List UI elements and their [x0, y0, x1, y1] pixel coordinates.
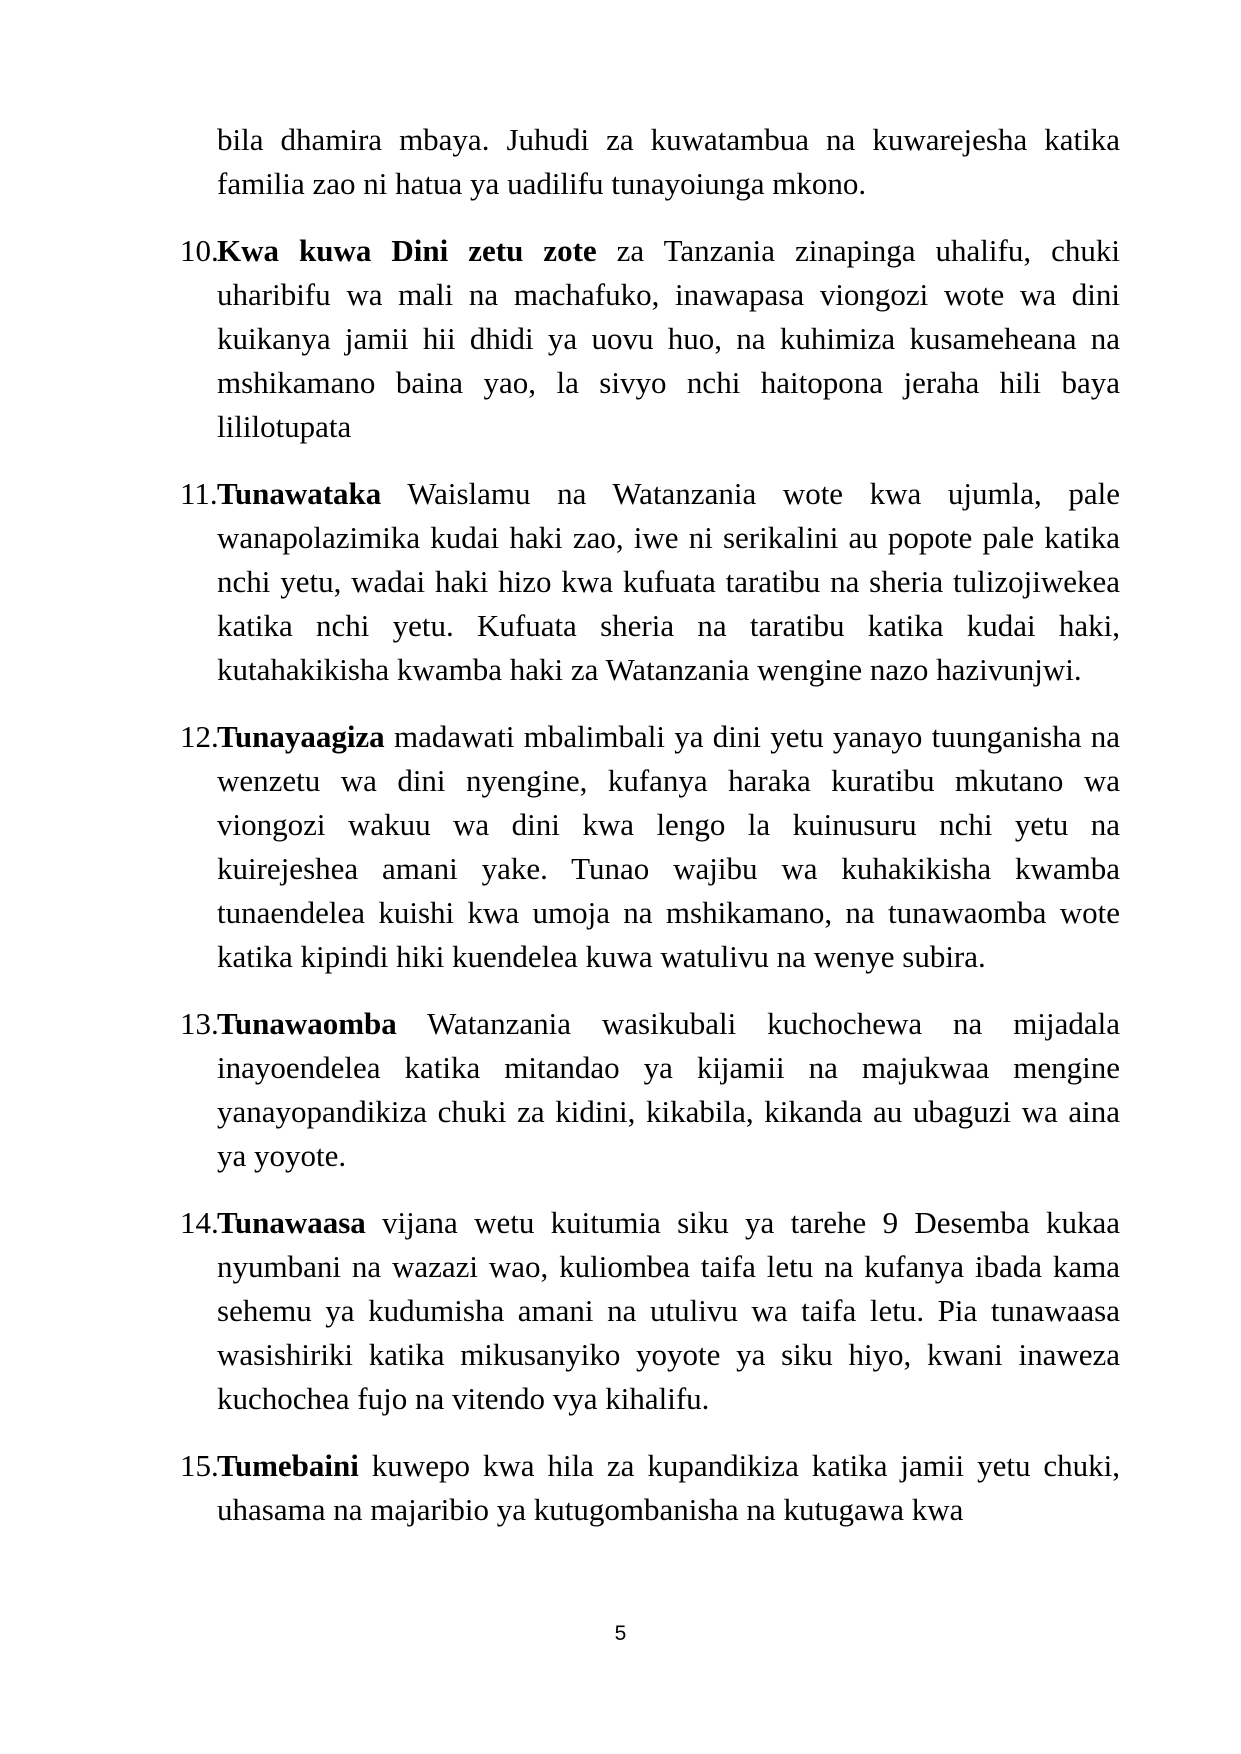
list-item-lead: Kwa kuwa Dini zetu zote: [217, 233, 597, 268]
list-item-text: kuwepo kwa hila za kupandikiza katika jamii yetu chuki, uhasama na majaribio ya kutugombanisha na kutugawa kwa: [217, 1448, 1120, 1527]
list-item-number: 11.: [180, 476, 218, 511]
list-item-12: [180, 715, 1120, 979]
list-item-10: [180, 229, 1120, 449]
list-item-11: [180, 472, 1120, 692]
list-item-text: madawati mbalimbali ya dini yetu yanayo tuunganisha na wenzetu wa dini nyengine, kufanya haraka kuratibu mkutano wa viongozi wakuu wa dini kwa lengo la kuinusuru nchi yetu na kuirejeshea amani yake. Tunao wajibu wa kuhakikisha kwamba tunaendelea kuishi kwa umoja na mshikamano, na tunawaomba wote katika kipindi hiki kuendelea kuwa watulivu na wenye subira.: [217, 719, 1120, 974]
list-item-lead: Tumebaini: [217, 1448, 359, 1483]
list-item-number: 14.: [180, 1205, 219, 1240]
document-body: [180, 118, 1120, 1555]
list-item-15: [180, 1444, 1120, 1532]
list-item-text: Waislamu na Watanzania wote kwa ujumla, pale wanapolazimika kudai haki zao, iwe ni serikalini au popote pale katika nchi yetu, wadai haki hizo kwa kufuata taratibu na sheria tulizojiwekea katika nchi yetu. Kufuata sheria na taratibu katika kudai haki, kutahakikisha kwamba haki za Watanzania wengine nazo hazivunjwi.: [217, 476, 1120, 687]
list-item-number: 10.: [180, 233, 219, 268]
list-item-lead: Tunawaomba: [217, 1006, 397, 1041]
list-item-number: 12.: [180, 719, 219, 754]
list-item-text: Watanzania wasikubali kuchochewa na mijadala inayoendelea katika mitandao ya kijamii na majukwaa mengine yanayopandikiza chuki za kidini, kikabila, kikanda au ubaguzi wa aina ya yoyote.: [217, 1006, 1120, 1173]
list-item-lead: Tunayaagiza: [217, 719, 385, 754]
list-item-13: [180, 1002, 1120, 1178]
list-item-14: [180, 1201, 1120, 1421]
list-item-lead: Tunawaasa: [217, 1205, 366, 1240]
list-item-text: za Tanzania zinapinga uhalifu, chuki uharibifu wa mali na machafuko, inawapasa viongozi wote wa dini kuikanya jamii hii dhidi ya uovu huo, na kuhimiza kusameheana na mshikamano baina yao, la sivyo nchi haitopona jeraha hili baya lililotupata: [217, 233, 1120, 444]
list-item-text: vijana wetu kuitumia siku ya tarehe 9 Desemba kukaa nyumbani na wazazi wao, kuliombea taifa letu na kufanya ibada kama sehemu ya kudumisha amani na utulivu wa taifa letu. Pia tunawaasa wasishiriki katika mikusanyiko yoyote ya siku hiyo, kwani inaweza kuchochea fujo na vitendo vya kihalifu.: [217, 1205, 1120, 1416]
list-item-number: 13.: [180, 1006, 219, 1041]
list-item-lead: Tunawataka: [217, 476, 382, 511]
continuation-paragraph: bila dhamira mbaya. Juhudi za kuwatambua na kuwarejesha katika familia zao ni hatua ya uadilifu tunayoiunga mkono.: [217, 122, 1120, 201]
page-number: 5: [614, 1622, 627, 1645]
list-item-number: 15.: [180, 1448, 219, 1483]
